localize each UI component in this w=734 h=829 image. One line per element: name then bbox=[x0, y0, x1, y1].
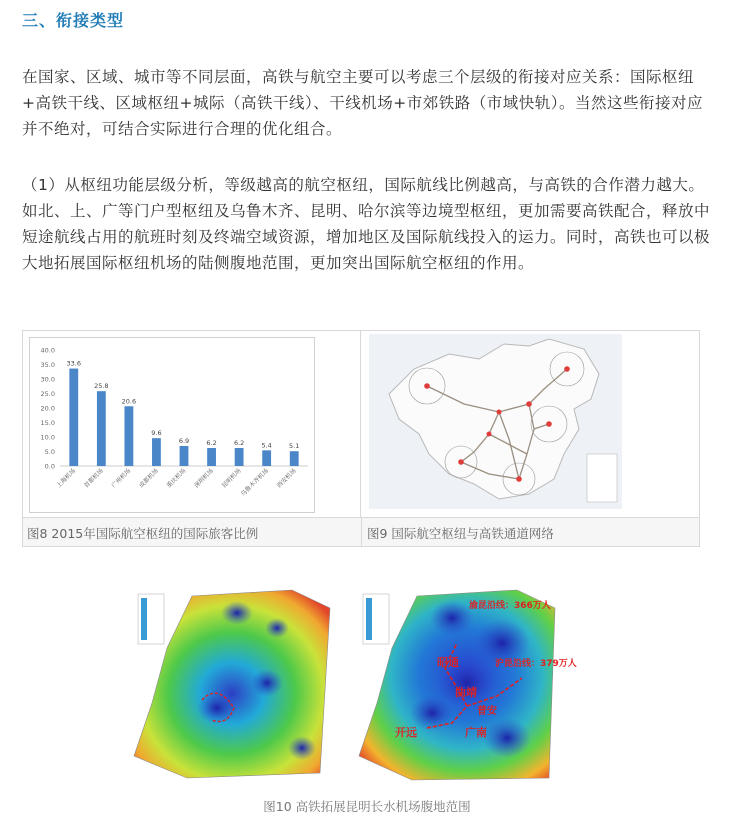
bar-value-label: 9.6 bbox=[151, 429, 162, 438]
bar bbox=[235, 448, 244, 466]
caption-divider bbox=[361, 518, 362, 547]
bar-value-label: 5.1 bbox=[289, 442, 300, 451]
x-tick-label: 上海机场 bbox=[55, 467, 78, 490]
figure-table bbox=[22, 330, 700, 547]
y-tick-label: 35.0 bbox=[40, 361, 55, 369]
y-tick-label: 10.0 bbox=[40, 433, 55, 442]
figure8-caption: 图8 2015年国际航空枢纽的国际旅客比例 bbox=[27, 526, 259, 541]
figure8-chart-frame bbox=[29, 337, 315, 513]
bar bbox=[290, 451, 299, 466]
city-kaiyuan-label: 开远 bbox=[395, 726, 417, 739]
bar bbox=[124, 406, 133, 466]
city-guangnan-label: 广南 bbox=[465, 726, 487, 739]
y-tick-label: 40.0 bbox=[40, 346, 55, 355]
city-puan-label: 普安 bbox=[477, 706, 497, 717]
x-tick-label: 首都机场 bbox=[82, 467, 105, 490]
paragraph-intro: 在国家、区域、城市等不同层面，高铁与航空主要可以考虑三个层级的衔接对应关系：国际枢纽+高铁干线、区域枢纽+城际（高铁干线）、干线机场+市郊铁路（市域快轨）。当然这些衔接对应并不绝对，可结合实际进行合理的优化组合。 bbox=[22, 68, 703, 138]
city-qujing-label: 曲靖 bbox=[455, 686, 477, 699]
bar-value-label: 6.2 bbox=[233, 439, 245, 448]
bar-value-label: 6.2 bbox=[206, 439, 217, 448]
bar bbox=[152, 438, 161, 466]
figure9-caption: 图9 国际航空枢纽与高铁通道网络 bbox=[367, 526, 554, 541]
route1-label: 渝昆沿线：366万人 bbox=[469, 601, 551, 611]
figure9-cell bbox=[361, 331, 699, 517]
y-tick-label: 0.0 bbox=[44, 462, 55, 471]
bar-value-label: 33.6 bbox=[66, 359, 82, 368]
city-zhaotong-label: 昭通 bbox=[437, 656, 459, 669]
y-tick-label: 25.0 bbox=[40, 390, 55, 398]
bar-value-label: 5.4 bbox=[261, 441, 272, 450]
international-passenger-ratio-chart bbox=[30, 338, 316, 514]
bar-value-label: 6.9 bbox=[178, 436, 190, 445]
figure10-caption: 图10 高铁拓展昆明长水机场腹地范围 bbox=[263, 799, 471, 814]
bar-value-label: 20.6 bbox=[121, 397, 137, 406]
x-tick-label: 西安机场 bbox=[275, 467, 298, 490]
y-tick-label: 20.0 bbox=[40, 404, 55, 413]
bar bbox=[262, 450, 271, 466]
heatmap-after bbox=[359, 590, 577, 780]
section-title: 三、衔接类型 bbox=[22, 11, 125, 30]
y-tick-label: 30.0 bbox=[40, 375, 55, 384]
south-sea-inset bbox=[587, 454, 617, 502]
figure10 bbox=[132, 588, 602, 792]
x-tick-label: 昆明机场 bbox=[220, 467, 243, 490]
y-tick-label: 15.0 bbox=[40, 419, 55, 427]
bar bbox=[97, 391, 106, 466]
x-tick-label: 广州机场 bbox=[110, 467, 133, 490]
kunming-catchment-maps bbox=[132, 588, 602, 788]
caption-row bbox=[23, 517, 699, 546]
heatmap-before bbox=[134, 590, 330, 778]
x-tick-label: 成都机场 bbox=[137, 467, 160, 490]
x-tick-label: 乌鲁木齐机场 bbox=[239, 467, 271, 498]
bar-value-label: 25.8 bbox=[94, 382, 109, 391]
y-tick-label: 5.0 bbox=[44, 448, 55, 456]
figure8-cell bbox=[23, 331, 361, 517]
x-tick-label: 重庆机场 bbox=[165, 467, 188, 490]
route2-label: 沪昆沿线：379万人 bbox=[495, 659, 577, 669]
bar bbox=[180, 446, 189, 466]
paragraph-hub-level: （1）从枢纽功能层级分析，等级越高的航空枢纽，国际航线比例越高，与高铁的合作潜力越大。如北、上、广等门户型枢纽及乌鲁木齐、昆明、哈尔滨等边境型枢纽，更加需要高铁配合，释放中短途航线占用的航班时刻及终端空域资源，增加地区及国际航线投入的运力。同时，高铁也可以极大地拓展国际枢纽机场的陆侧腹地范围，更加突出国际航空枢纽的作用。 bbox=[22, 176, 711, 272]
figure9-map bbox=[369, 334, 622, 509]
bar bbox=[207, 448, 216, 466]
bar bbox=[69, 369, 78, 466]
x-tick-label: 深圳机场 bbox=[193, 467, 215, 490]
china-hsr-network-map bbox=[369, 334, 622, 509]
